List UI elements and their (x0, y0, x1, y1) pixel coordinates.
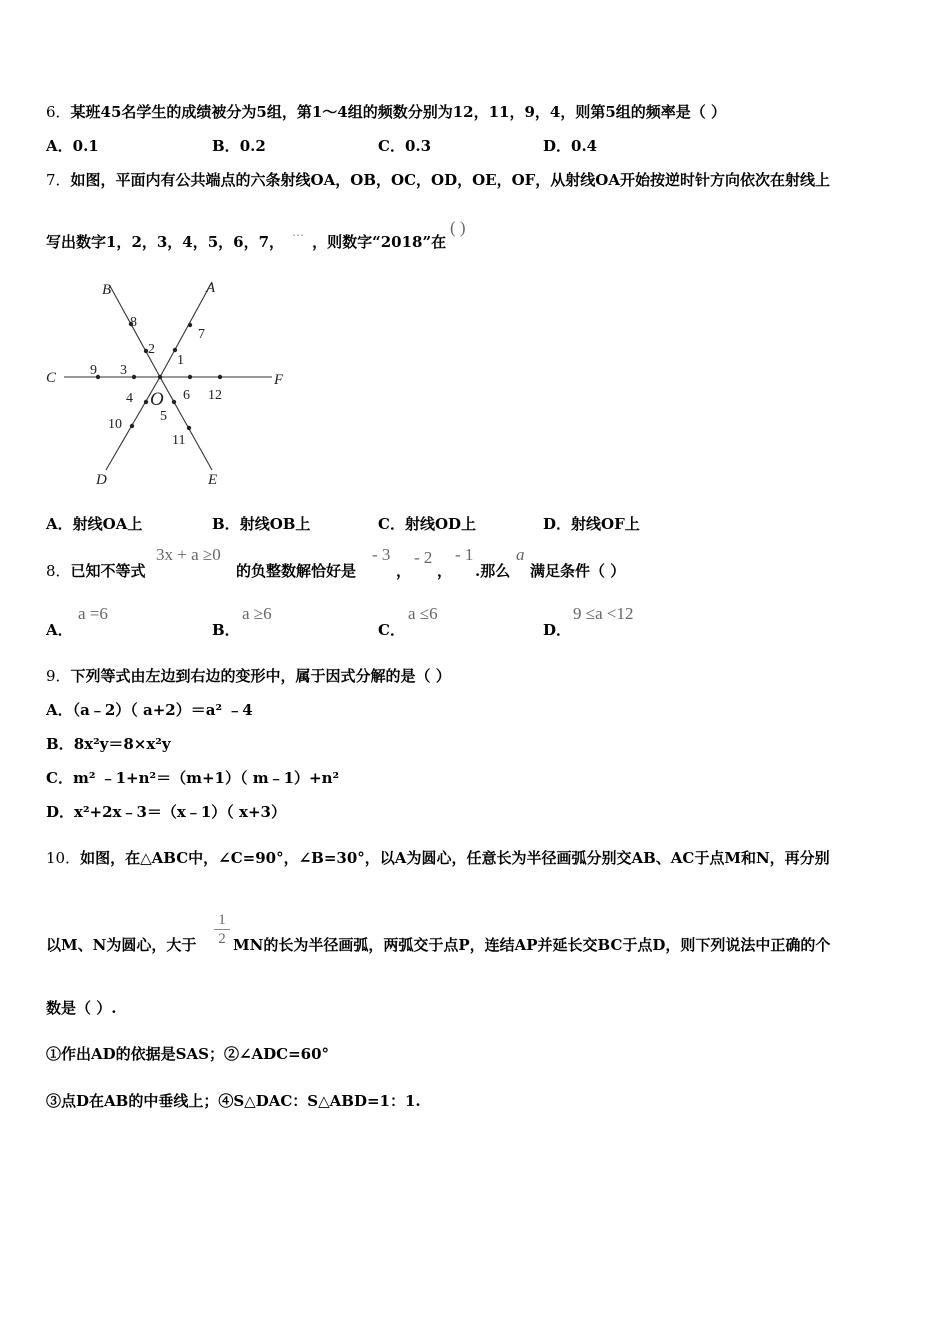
label-b: B (102, 282, 112, 298)
q6-option-b[interactable]: B．0.2 (212, 137, 266, 155)
label-a: A (206, 280, 216, 296)
q7-number: 7． (46, 171, 71, 189)
q6-number: 6． (46, 103, 71, 121)
q7-text-line2a: 写出数字1，2，3，4，5，6，7， (46, 233, 285, 251)
q9-stem: 9．下列等式由左边到右边的变形中，属于因式分解的是（ ） (46, 667, 451, 685)
q6-option-a[interactable]: A．0.1 (46, 137, 99, 155)
point-5 (172, 400, 176, 404)
q8-sep-2: ， (437, 562, 453, 580)
q8-option-b-math: a ≥6 (242, 604, 272, 623)
point-4 (144, 400, 148, 404)
num-5: 5 (160, 409, 167, 424)
point-1 (173, 348, 177, 352)
q9-option-d[interactable]: D．x²+2x﹣3＝（x﹣1）（ x+3） (46, 803, 286, 821)
q6-option-c[interactable]: C．0.3 (378, 137, 432, 155)
q8-option-a-letter[interactable]: A． (46, 621, 73, 639)
q10-stem-line2a: 以M、N为圆心，大于 (46, 936, 197, 954)
num-6: 6 (183, 388, 190, 403)
q10-statements-1-2: ①作出AD的依据是SAS；②∠ADC=60° (46, 1045, 330, 1063)
q10-fraction (214, 911, 230, 948)
num-7: 7 (198, 327, 205, 342)
label-d: D (96, 472, 107, 488)
num-2: 2 (148, 342, 155, 357)
q7-answer-paren: ( ) (450, 218, 466, 237)
q7-option-a[interactable]: A．射线OA上 (46, 515, 143, 533)
q10-stem-line1: 10．如图，在△ABC中，∠C=90°，∠B=30°，以A为圆心，任意长为半径画弧分别交AB、AC于点M和N，再分别 (46, 849, 830, 867)
q8-sep-1: ， (396, 562, 412, 580)
point-7 (188, 323, 192, 327)
q8-option-a-math: a =6 (78, 604, 108, 623)
q9-option-a[interactable]: A．（a﹣2）（ a+2）＝a² ﹣4 (46, 701, 253, 719)
q7-ellipsis: ⋯ (292, 228, 305, 242)
label-e: E (208, 472, 218, 488)
q8-value-1: - 3 (372, 545, 391, 564)
q10-stem-line2b: MN的长为半径画弧，两弧交于点P，连结AP并延长交BC于点D，则下列说法中正确的个 (233, 936, 831, 954)
point-10 (130, 424, 134, 428)
q7-option-c[interactable]: C．射线OD上 (378, 515, 477, 533)
point-11 (187, 426, 191, 430)
q6-option-d[interactable]: D．0.4 (543, 137, 598, 155)
q8-number-and-lead: 8．已知不等式 (46, 562, 146, 580)
q10-statements-3-4: ③点D在AB的中垂线上；④S△DAC：S△ABD=1：1. (46, 1092, 421, 1110)
q8-option-c-letter[interactable]: C． (378, 621, 405, 639)
q8-value-2: - 2 (414, 548, 433, 567)
num-9: 9 (90, 363, 97, 378)
q7-figure (40, 272, 300, 496)
num-11: 11 (172, 433, 186, 448)
q7-text-line2b: ，则数字“2018”在 (312, 233, 447, 251)
q8-text-3: .那么 (475, 562, 511, 580)
q8-option-d-letter[interactable]: D． (543, 621, 572, 639)
point-3 (132, 375, 136, 379)
q8-option-b-letter[interactable]: B． (212, 621, 240, 639)
q7-stem-line1 (46, 170, 830, 190)
label-f: F (274, 372, 284, 388)
num-8: 8 (130, 315, 137, 330)
q8-option-c-math: a ≤6 (408, 604, 438, 623)
num-4: 4 (126, 391, 133, 406)
q6-stem (46, 102, 726, 122)
num-12: 12 (208, 388, 222, 403)
q7-text-line1: 如图，平面内有公共端点的六条射线OA，OB，OC，OD，OE，OF，从射线OA开始按逆时针方向依次在射线上 (70, 171, 830, 189)
q10-fraction-denominator: 2 (214, 929, 230, 948)
q8-text-2: 的负整数解恰好是 (236, 562, 357, 580)
num-3: 3 (120, 363, 127, 378)
q9-option-b[interactable]: B．8x²y＝8×x²y (46, 735, 171, 753)
q7-option-d[interactable]: D．射线OF上 (543, 515, 640, 533)
q6-text: 某班45名学生的成绩被分为5组，第1～4组的频数分别为12，11，9，4，则第5组的频率是（ ） (70, 103, 727, 121)
q8-value-3: - 1 (455, 545, 474, 564)
label-o: O (150, 389, 164, 410)
q7-option-b[interactable]: B．射线OB上 (212, 515, 311, 533)
q8-inequality: 3x + a ≥0 (156, 545, 221, 564)
q8-option-d-math: 9 ≤a <12 (573, 604, 634, 623)
q10-stem-line3: 数是（ ）. (46, 999, 117, 1017)
point-6 (188, 375, 192, 379)
ray-ob (110, 286, 160, 377)
q8-variable: a (516, 545, 525, 564)
label-c: C (46, 370, 57, 386)
q10-fraction-numerator: 1 (218, 912, 226, 928)
num-1: 1 (177, 353, 184, 368)
q9-option-c[interactable]: C．m² ﹣1+n²＝（m+1）（ m﹣1）+n² (46, 769, 340, 787)
point-o (158, 375, 162, 379)
num-10: 10 (108, 417, 122, 432)
point-12 (218, 375, 222, 379)
q8-text-4: 满足条件（ ） (530, 562, 626, 580)
q7-stem-line2 (46, 228, 447, 253)
